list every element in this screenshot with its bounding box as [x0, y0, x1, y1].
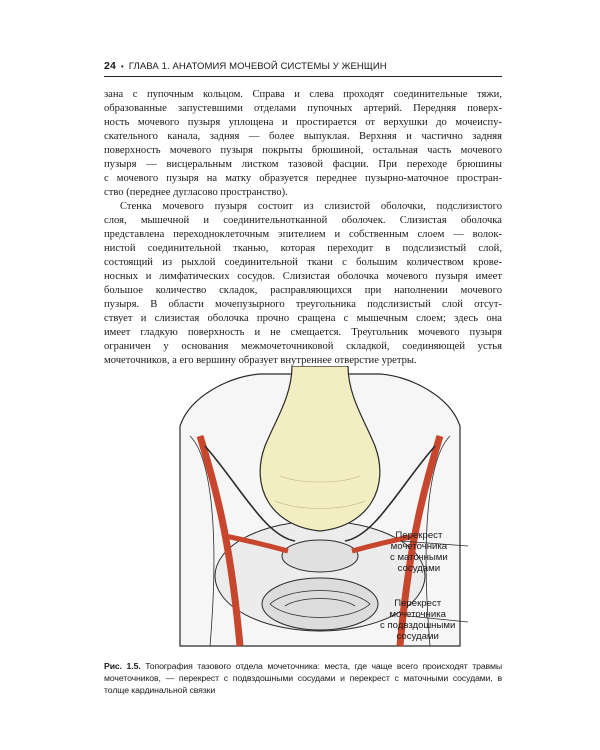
text-line: большое количество складок, расправляющихся при наполнении мочевого: [104, 285, 502, 296]
paragraph-2: [104, 200, 502, 368]
label-line: Перекрест: [394, 598, 442, 609]
label-line: с маточными: [390, 552, 448, 563]
label-line: с подвздошными: [380, 620, 456, 631]
label-line: сосудами: [396, 631, 439, 642]
text-line: представлена переходноклеточным эпителием и собственным слоем — волок-: [104, 229, 502, 240]
label-line: Перекрест: [395, 530, 443, 541]
text-line: нистой соединительной тканью, которая переходит в подслизистый слой,: [104, 243, 502, 254]
label-ureter-uterine-crossing: [390, 530, 448, 574]
text-line: поверхность мочевого пузыря покрыты брюшиной, остальная часть мочевого: [104, 145, 502, 156]
text-line: зана с пупочным кольцом. Справа и слева проходят соединительные тяжи,: [104, 89, 502, 100]
text-line: ствует и слизистая оболочка прочно сращена с мышечным слоем; здесь она: [104, 313, 502, 324]
text-line: образованные запустевшими отделами пупочных артерий. Передняя поверх-: [104, 103, 502, 114]
body-text: [104, 88, 502, 368]
header-rule: [104, 76, 502, 77]
uterine-cervix: [282, 540, 358, 572]
page-number: 24: [104, 60, 116, 72]
text-line: состоящий из рыхлой соединительной ткани с большим количеством кровe-: [104, 257, 502, 268]
text-line: пузыря — висцеральным листком тазовой фасции. При переходе брюшины: [104, 159, 502, 170]
label-line: мочеточника: [389, 609, 446, 620]
text-line: ность мочевого пузыря уплощена и простирается от верхушки до мочеиспу-: [104, 117, 502, 128]
text-line: ство (переднее дугласово пространство).: [104, 187, 288, 198]
label-line: сосудами: [397, 563, 441, 574]
text-line: имеет гладкую поверхность и не смещается. Треугольник мочевого пузыря: [104, 327, 502, 338]
text-line: с мочевого пузыря на матку образуется переднее пузырно-маточное простран-: [104, 173, 502, 184]
text-line: ограничен у основания межмочеточниковой складкой, соединяющей устья: [104, 341, 502, 352]
label-ureter-iliac-crossing: [380, 598, 455, 642]
caption-label: Рис. 1.5.: [104, 661, 141, 671]
text-line: пузыря. В области мочепузырного треугольника подслизистый слой отсут-: [104, 299, 502, 310]
caption-text: Топография тазового отдела мочеточника: места, где чаще всего происходят травмы мочеточников, — перекрест с подвздошными сосудами и перекрест с маточными сосудами, в толще кардинальной связки: [104, 661, 502, 695]
text-line: носных и лимфатических сосудов. Слизистая оболочка мочевого пузыря имеет: [104, 271, 502, 282]
text-line: слоя, мышечной и соединительнотканной оболочек. Слизистая оболочка: [104, 215, 502, 226]
header-bullet: •: [120, 62, 124, 71]
figure-caption: [104, 660, 502, 696]
text-line: Стенка мочевого пузыря состоит из слизистой оболочки, подслизистого: [120, 201, 502, 212]
running-header: [104, 60, 504, 76]
paragraph-1: [104, 88, 502, 200]
chapter-title: ГЛАВА 1. АНАТОМИЯ МОЧЕВОЙ СИСТЕМЫ У ЖЕНЩИН: [128, 61, 387, 72]
label-line: мочеточника: [390, 541, 448, 552]
text-line: мочеточников, а его вершину образует внутреннее отверстие уретры.: [104, 355, 417, 366]
text-line: скательного канала, задняя — более выпуклая. Верхняя и частично задняя: [104, 131, 502, 142]
rectum-opening: [262, 578, 378, 630]
